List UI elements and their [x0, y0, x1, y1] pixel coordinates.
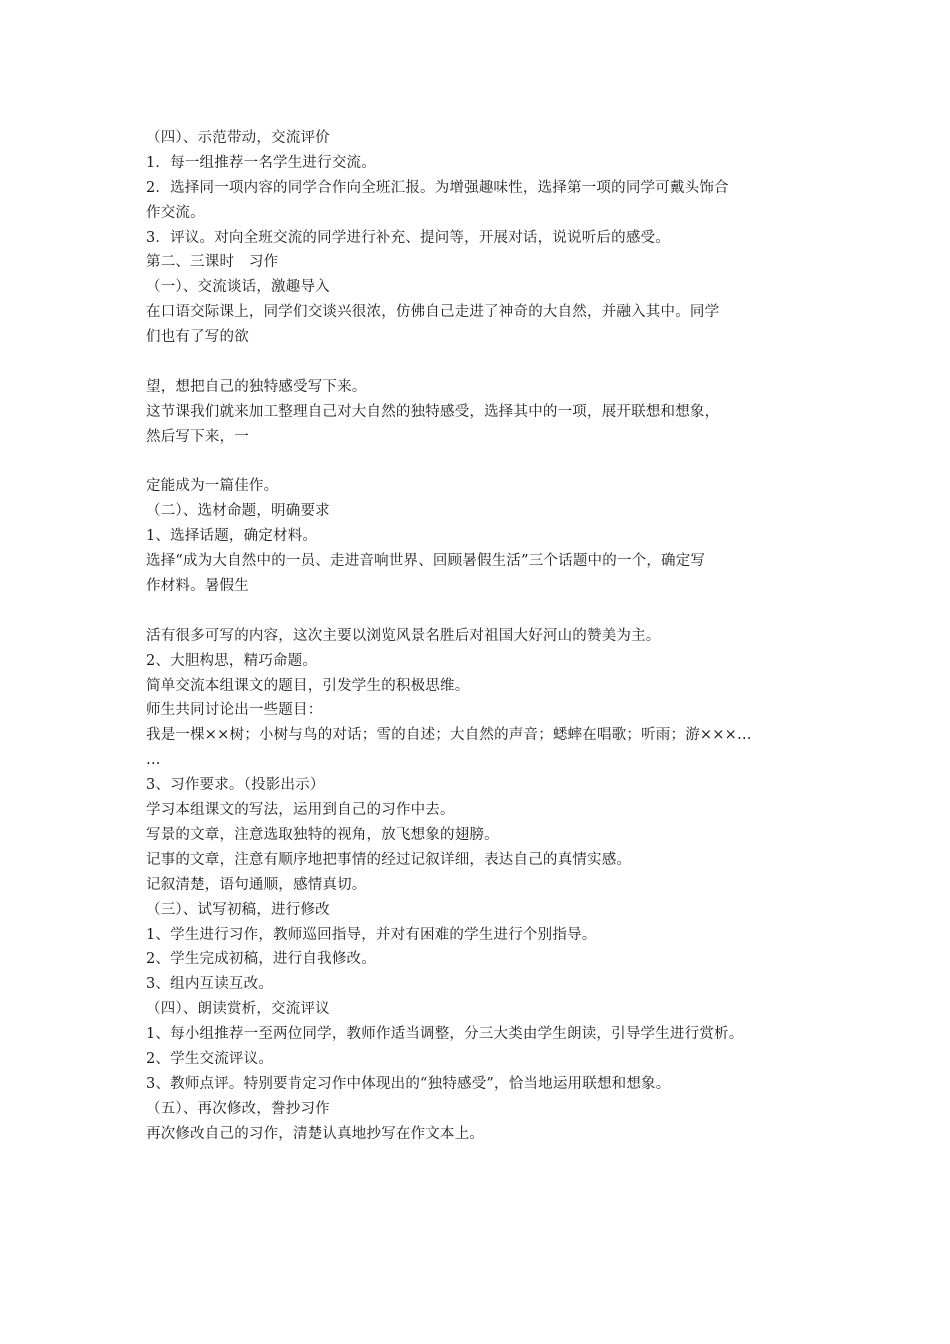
text-line: 写景的文章，注意选取独特的视角，放飞想象的翅膀。	[146, 826, 499, 843]
blank-line	[146, 350, 826, 375]
text-line: 3．评议。对向全班交流的同学进行补充、提问等，开展对话，说说听后的感受。	[146, 229, 670, 246]
text-line: 定能成为一篇佳作。	[146, 478, 279, 495]
document-page	[146, 126, 826, 1147]
text-line: 再次修改自己的习作，清楚认真地抄写在作文本上。	[146, 1125, 485, 1142]
text-line: 活有很多可写的内容，这次主要以浏览风景名胜后对祖国大好河山的赞美为主。	[146, 627, 661, 644]
text-line: 师生共同讨论出一些题目：	[146, 702, 323, 719]
text-line: 作交流。	[146, 204, 205, 221]
text-line: 们也有了写的欲	[146, 329, 249, 346]
text-line: 2、学生完成初稿，进行自我修改。	[146, 951, 376, 968]
text-line: 这节课我们就来加工整理自己对大自然的独特感受，选择其中的一项，展开联想和想象，	[146, 403, 720, 420]
text-line: 作材料。暑假生	[146, 578, 249, 595]
section-heading: （四）、朗读赏析，交流评议	[146, 1001, 330, 1018]
section-heading: （四）、示范带动，交流评价	[146, 130, 330, 146]
text-line: 记叙清楚，语句通顺，感情真切。	[146, 876, 367, 893]
blank-line	[146, 450, 826, 475]
text-line: 然后写下来，一	[146, 428, 249, 445]
text-line: 1、学生进行习作，教师巡回指导，并对有困难的学生进行个别指导。	[146, 926, 597, 943]
section-heading: （一）、交流谈话，激趣导入	[146, 279, 330, 296]
text-line: …	[146, 752, 161, 769]
text-line: 3、习作要求。（投影出示）	[146, 777, 325, 794]
text-line: 记事的文章，注意有顺序地把事情的经过记叙详细，表达自己的真情实感。	[146, 851, 632, 868]
text-line: 我是一棵××树；小树与鸟的对话；雪的自述；大自然的声音；蟋蟀在唱歌；听雨；游×××…	[146, 727, 752, 744]
text-line: 1、每小组推荐一至两位同学，教师作适当调整，分三大类由学生朗读，引导学生进行赏析。	[146, 1026, 744, 1043]
text-line: 在口语交际课上，同学们交谈兴很浓，仿佛自己走进了神奇的大自然，并融入其中。同学	[146, 304, 720, 321]
text-line: 2、大胆构思，精巧命题。	[146, 652, 318, 669]
text-line: 简单交流本组课文的题目，引发学生的积极思维。	[146, 677, 470, 694]
text-line: 学习本组课文的写法，运用到自己的习作中去。	[146, 802, 455, 819]
text-line: 选择“成为大自然中的一员、走进音响世界、回顾暑假生活”三个话题中的一个，确定写	[146, 553, 706, 570]
text-line: 3、教师点评。特别要肯定习作中体现出的“独特感受”，恰当地运用联想和想象。	[146, 1075, 671, 1092]
text-line: 2、学生交流评议。	[146, 1050, 274, 1067]
text-line: 1、选择话题，确定材料。	[146, 528, 318, 545]
section-heading: （五）、再次修改，誊抄习作	[146, 1100, 330, 1117]
blank-line	[146, 599, 826, 624]
text-line: 3、组内互读互改。	[146, 976, 274, 993]
section-heading: （三）、试写初稿，进行修改	[146, 901, 330, 918]
text-line: 2．选择同一项内容的同学合作向全班汇报。为增强趣味性，选择第一项的同学可戴头饰合	[146, 179, 729, 196]
lesson-heading: 第二、三课时 习作	[146, 254, 279, 271]
section-heading: （二）、选材命题，明确要求	[146, 503, 330, 520]
text-line: 望，想把自己的独特感受写下来。	[146, 378, 367, 395]
text-line: 1．每一组推荐一名学生进行交流。	[146, 154, 376, 171]
